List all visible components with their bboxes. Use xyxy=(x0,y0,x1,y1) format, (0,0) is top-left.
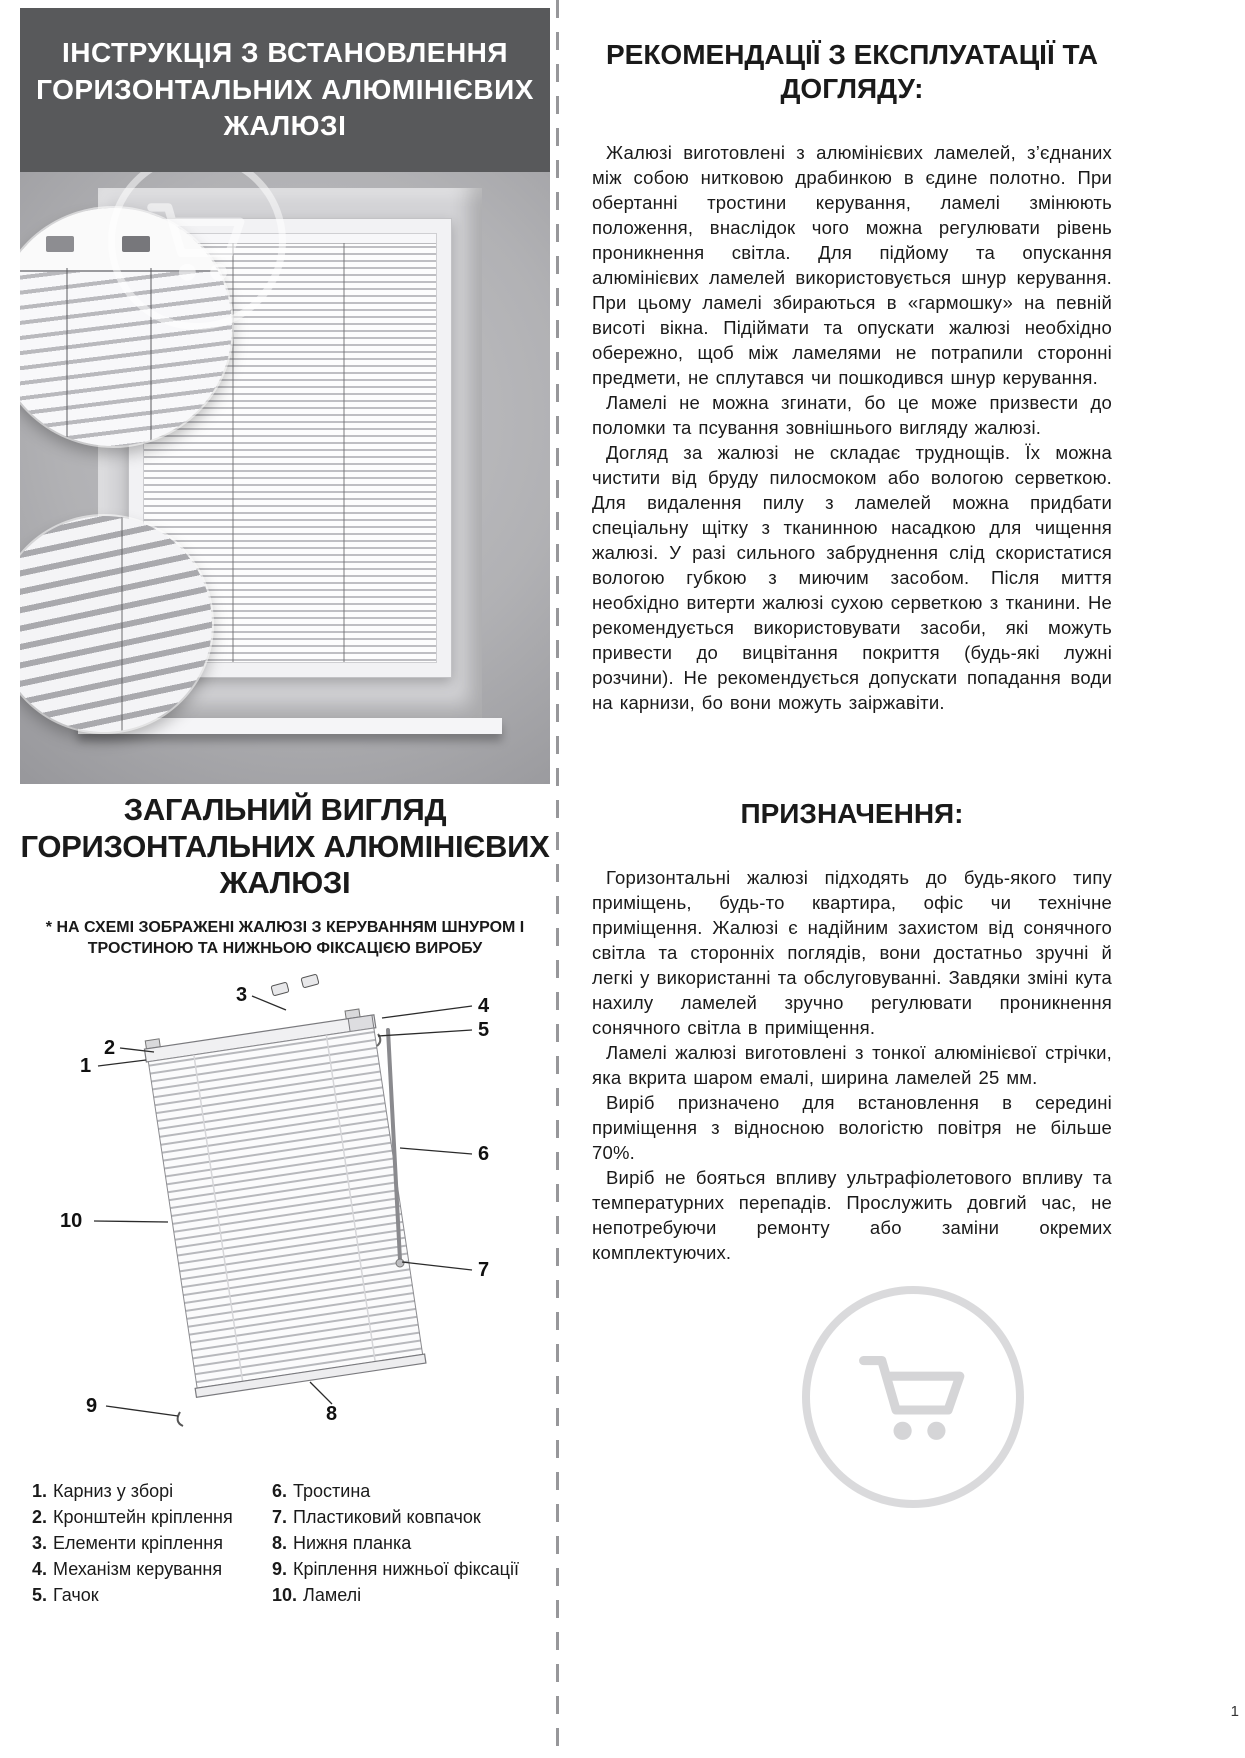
legend-number: 2. xyxy=(32,1507,48,1527)
blinds-drawing xyxy=(143,1007,426,1397)
diagram-label-5: 5 xyxy=(478,1019,490,1041)
purpose-paragraph-1: Горизонтальні жалюзі підходять до будь-якого типу приміщень, будь-то квартира, офіс чи технічне приміщення. Жалюзі є надійним захистом від сонячного світла та сторонніх поглядів, вони достатньо зручні й легкі у використанні та обслуговуванні. Завдяки зміні кута нахилу ламелей зручно регулювати проникнення сонячного світла в приміщення. xyxy=(592,867,1112,1039)
legend-col-1 xyxy=(32,1478,272,1608)
diagram-label-4: 4 xyxy=(478,995,490,1017)
purpose-paragraph-2: Ламелі жалюзі виготовлені з тонкої алюмінієвої стрічки, яка вкрита шаром емалі, ширина ламелей 25 мм. xyxy=(592,1042,1112,1089)
header-box xyxy=(20,8,550,172)
care-paragraph-2: Ламелі не можна згинати, бо це може призвести до поломки та псування зовнішнього вигляду жалюзі. xyxy=(592,392,1112,439)
column-divider xyxy=(556,0,559,1758)
legend xyxy=(32,1478,560,1608)
blinds-photo xyxy=(20,172,550,784)
diagram-label-7: 7 xyxy=(478,1259,490,1281)
legend-label: Тростина xyxy=(293,1481,371,1501)
legend-item xyxy=(272,1556,560,1582)
legend-label: Ламелі xyxy=(303,1585,362,1605)
legend-label: Гачок xyxy=(53,1585,99,1605)
legend-item xyxy=(32,1478,272,1504)
watermark-logo xyxy=(802,1286,1024,1508)
legend-item xyxy=(32,1582,272,1608)
callout-cord xyxy=(121,516,123,732)
mounting-bracket xyxy=(46,236,74,252)
legend-label: Механізм керування xyxy=(53,1559,223,1579)
legend-number: 5. xyxy=(32,1585,48,1605)
blinds-cord xyxy=(343,243,345,662)
legend-item xyxy=(32,1530,272,1556)
purpose-paragraph-4: Виріб не бояться впливу ультрафіолетового впливу та температурних перепадів. Прослужить довгий час, не непотребуючи ремонту або заміни окремих комплектуючих. xyxy=(592,1167,1112,1264)
page-number: 1 xyxy=(1230,1703,1239,1720)
legend-number: 6. xyxy=(272,1481,288,1501)
care-paragraph-3: Догляд за жалюзі не складає труднощів. Їх можна чистити від бруду пилосмоком або вологою серветкою. Для видалення пилу з ламелей можна придбати спеціальну щітку з тканинною насадкою для чищення жалюзі. У разі сильного забруднення слід скористатися вологою губкою з миючим засобом. Після миття необхідно витерти жалюзі сухою серветкою з тканини. Не рекомендується використовувати засоби, які можуть привести до вицвітання покриття (будь-які лужні розчини). Не рекомендується допускати попадання води на карнизи, бо вони можуть заіржавіти. xyxy=(592,442,1112,714)
diagram-label-3: 3 xyxy=(236,984,248,1006)
legend-number: 7. xyxy=(272,1507,288,1527)
legend-number: 3. xyxy=(32,1533,48,1553)
care-title: РЕКОМЕНДАЦІЇ З ЕКСПЛУАТАЦІЇ ТА ДОГЛЯДУ: xyxy=(605,39,1099,105)
purpose-paragraph-3: Виріб призначено для встановлення в середині приміщення з відносною вологістю повітря не більше 70%. xyxy=(592,1092,1112,1164)
callout-cord xyxy=(66,268,68,446)
fixing-clips xyxy=(271,974,319,996)
diagram-label-6: 6 xyxy=(478,1143,490,1165)
diagram-label-10: 10 xyxy=(60,1210,83,1232)
legend-label: Кронштейн кріплення xyxy=(53,1507,233,1527)
legend-item xyxy=(272,1478,560,1504)
legend-number: 4. xyxy=(32,1559,48,1579)
legend-item xyxy=(32,1504,272,1530)
legend-label: Нижня планка xyxy=(293,1533,412,1553)
purpose-title: ПРИЗНАЧЕННЯ: xyxy=(740,798,964,830)
legend-label: Пластиковий ковпачок xyxy=(293,1507,481,1527)
legend-item xyxy=(272,1530,560,1556)
blinds-diagram-svg xyxy=(20,968,550,1454)
legend-label: Кріплення нижньої фіксації xyxy=(293,1559,519,1579)
legend-item xyxy=(32,1556,272,1582)
bottom-fixation xyxy=(178,1412,183,1426)
shopping-cart-icon xyxy=(137,181,257,301)
diagram-label-1: 1 xyxy=(80,1055,92,1077)
overview-note: * НА СХЕМІ ЗОБРАЖЕНІ ЖАЛЮЗІ З КЕРУВАННЯМ ШНУРОМ І ТРОСТИНОЮ ТА НИЖНЬОЮ ФІКСАЦІЄЮ ВИРОБУ xyxy=(45,919,525,957)
instruction-title: ІНСТРУКЦІЯ З ВСТАНОВЛЕННЯ ГОРИЗОНТАЛЬНИХ АЛЮМІНІЄВИХ ЖАЛЮЗІ xyxy=(36,37,534,142)
shopping-cart-icon xyxy=(848,1332,978,1462)
overview-title: ЗАГАЛЬНИЙ ВИГЛЯД ГОРИЗОНТАЛЬНИХ АЛЮМІНІЄВИХ ЖАЛЮЗІ xyxy=(20,792,550,901)
legend-item xyxy=(272,1582,560,1608)
legend-col-2 xyxy=(272,1478,560,1608)
legend-label: Елементи кріплення xyxy=(53,1533,223,1553)
legend-item xyxy=(272,1504,560,1530)
wand-cap xyxy=(396,1259,404,1267)
legend-number: 1. xyxy=(32,1481,48,1501)
right-column xyxy=(592,0,1112,1265)
diagram-label-9: 9 xyxy=(86,1395,98,1417)
diagram-label-8: 8 xyxy=(326,1403,338,1425)
legend-number: 9. xyxy=(272,1559,288,1579)
care-paragraph-1: Жалюзі виготовлені з алюмінієвих ламелей, з’єднаних між собою нитковою драбинкою в єдине полотно. При обертанні тростини керування, ламелі змінюють положення, внаслідок чого можна регулювати рівень проникнення світла. Для підйому та опускання алюмінієвих ламелей використовується шнур керування. При цьому ламелі збираються в «гармошку» на певній висоті вікна. Підіймати та опускати жалюзі необхідно обережно, щоб між ламелями не потрапили сторонні предмети, не сплутався чи пошкодився шнур керування. xyxy=(592,142,1112,389)
blinds-diagram xyxy=(20,968,550,1454)
legend-number: 8. xyxy=(272,1533,288,1553)
diagram-label-2: 2 xyxy=(104,1037,116,1059)
legend-label: Карниз у зборі xyxy=(53,1481,174,1501)
legend-number: 10. xyxy=(272,1585,298,1605)
